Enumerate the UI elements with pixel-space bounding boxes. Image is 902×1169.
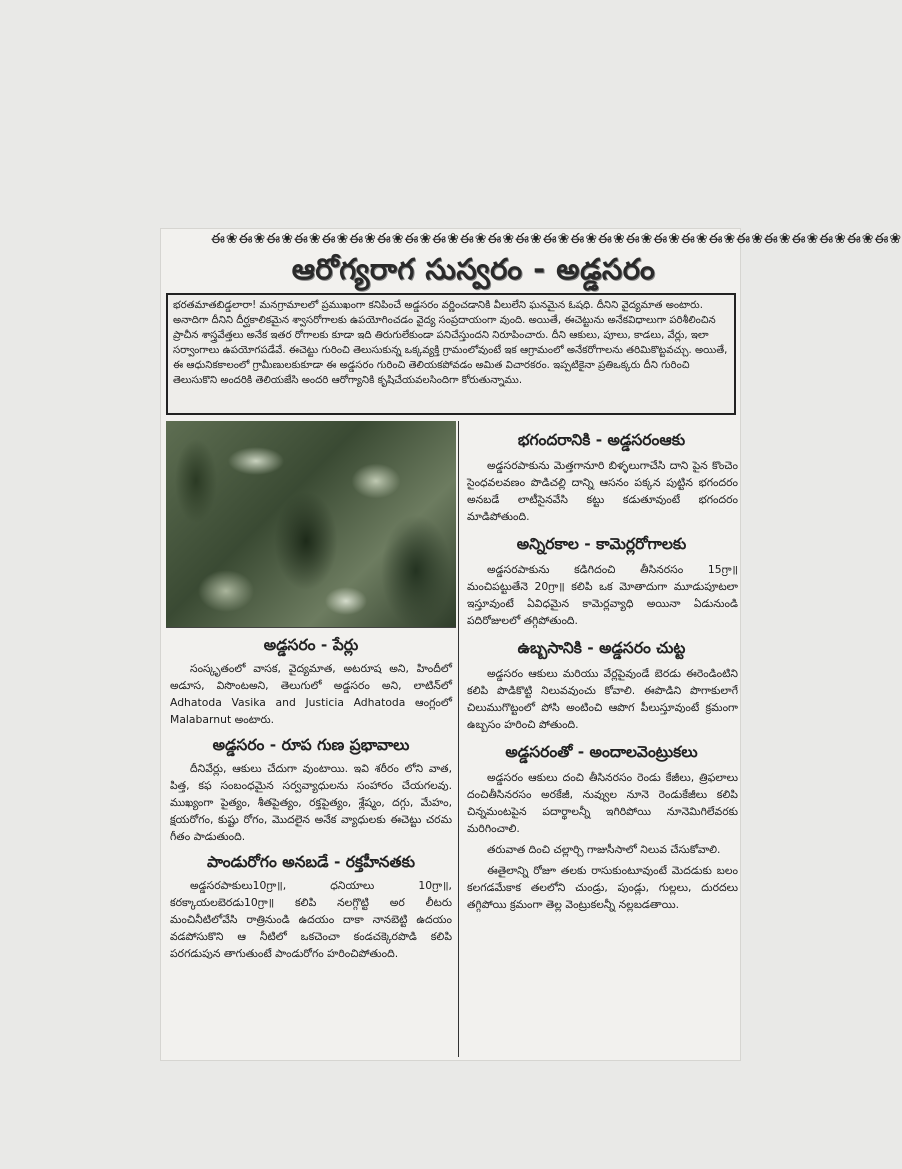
intro-text: భరతమాతబిడ్డలారా! మనగ్రామాలలో ప్రముఖంగా కనిపించే అడ్డసరం వర్ణించడానికి వీలులేని ఘనమైన ఓషధి. దీనిని వైద్యమాత అంటారు. అనాదిగా దీనిని దీర్ఘకాలికమైన శ్వాసరోగాలకు ఉపయోగించడం వైద్య సంప్రదాయంగా వుంది. అయితే, ఈచెట్టును అనేకవిధాలుగా పరిశీలించిన ప్రాచీన శాస్త్రవేత్తలు అనేక ఇతర రోగాలకు కూడా ఇది తిరుగులేకుండా పనిచేస్తుందని నిరూపించారు. దీని ఆకులు, పూలు, కాడలు, వేర్లు, ఇలా సర్వాంగాలు ఉపయోగపడేవే. ఈచెట్టు గురించి తెలుసుకున్న ఒక్కవ్యక్తి గ్రామంలోవుంటే ఇక ఆగ్రామంలో అనేకరోగాలను తరిమికొట్టవచ్చు. అయితే, ఈ ఆధునికకాలంలో గ్రామీణులకుకూడా ఈ అడ్డసరం గురించి తెలియకపోవడం అమిత విచారకరం. ఇప్పటికైనా ప్రతిఒక్కరు దీని గురించి తెలుసుకొని అందరికి తెలియజేసి అందరి ఆరోగ్యానికి కృషిచేయవలసిందిగా కోరుతున్నాము. [173,300,728,386]
names-text: సంస్కృతంలో వాసక, వైద్యమాత, అటరూష అని, హిందీలో అడూస, విసొంటఅని, తెలుగులో అడ్డసరం అని, లాటిన్‌లో Adhatoda Vasika and Justicia Adhatoda ఆంగ్లంలో Malabarnut అంటారు. [170,662,452,726]
names-heading: అడ్డసరం - పేర్లు [263,636,359,654]
column-divider [458,421,459,1057]
plant-photo [166,421,456,628]
fistula-heading: భగందరానికి - అడ్డసరంఆకు [517,431,686,449]
intro-box [166,293,736,415]
anemia-text: అడ్డసరపాకులు10గ్రా॥, ధనియాలు 10గ్రా॥, కరక్కాయలబెరడు10గ్రా॥ కలిపి నలగ్గొట్టి అర లీటరు మంచినీటిలోవేసి రాత్రినుండి ఉదయం దాకా నానబెట్టి ఉదయం వడపోసుకొని ఆ నీటిలో ఒకచెంచా కండచక్కెరపొడి కలిపి పరగడుపున తాగుతుంటే పాండురోగం హరించిపోతుంది. [170,879,452,960]
jaundice-heading: అన్నిరకాల - కామెర్లరోగాలకు [516,535,687,553]
anemia-heading: పాండురోగం అనబడే - రక్తహీనతకు [206,853,416,871]
fistula-text: అడ్డసరపాకును మెత్తగానూరి బిళ్ళలుగాచేసి దాని పైన కొంచెం సైంధవలవణం పొడిచల్లి దాన్ని ఆసనం పక్కన పుట్టిన భగందరం అనబడే లాటీసైనవేసి కట్టు కడుతూవుంటే భగందరం మాడిపోతుంది. [467,459,738,523]
left-column [166,421,456,1057]
newspaper-clipping [161,229,902,1060]
right-column [463,421,740,1057]
beauty-text-2: తరువాత దించి చల్లార్చి గాజుసీసాలో నిలువ చేసుకోవాలి. [487,843,721,856]
asthma-text: అడ్డసరం ఆకులు మరియు వేర్లపైవుండే బెరడు ఈరెండింటిని కలిపి పొడికొట్టి నిలువవుంచు కోవాలి. ఈపొడిని పొగాకులాగే చిలుముగొట్టంలో పోసి అంటించి ఆపొగ పీలుస్తూవుంటే క్రమంగా ఉబ్బసం హరించి పోతుంది. [467,667,738,731]
beauty-text-3: ఈతైలాన్ని రోజూ తలకు రాసుకుంటూవుంటే మెదడుకు బలం కలగడమేకాక తలలోని చుండ్రు, పుండ్లు, గుల్లలు, దురదలు తగ్గిపోయి క్రమంగా తెల్ల వెంట్రుకలన్నీ నల్లబడతాయి. [467,864,738,911]
beauty-text-1: అడ్డసరం ఆకులు దంచి తీసినరసం రెండు కేజీలు, త్రిఫలాలు దంచితీసినరసం అరకేజీ, నువ్వుల నూనె రెండుకేజీలు కలిపి చిన్నమంటపైన పదార్థాలన్నీ ఇగిరిపోయి నూనెమిగిలేవరకు మరిగించాలి. [467,771,738,835]
properties-text: దీనివేర్లు, ఆకులు చేదుగా వుంటాయి. ఇవి శరీరం లోని వాత, పిత్త, కఫ సంబంధమైన సర్వవ్యాధులను సంహారం చేయగలవు. ముఖ్యంగా పైత్యం, శీతపైత్యం, రక్తపైత్యం, శ్లేష్మం, దగ్గు, మేహం, క్షయరోగం, కుష్టు రోగం, మొదలైన అనేక వ్యాధులకు ఈచెట్టు చరమ గీతం పాడుతుంది. [170,762,452,843]
jaundice-text: అడ్డసరపాకును కడిగిదంచి తీసినరసం 15గ్రా॥ మంచిపట్టుతేనె 20గ్రా॥ కలిపి ఒక మోతాదుగా మూడుపూటలా ఇస్తూవుంటే ఏవిధమైన కామెర్లవ్యాధి అయినా ఏడునుండి పదిరోజులలో తగ్గిపోతుంది. [467,563,738,627]
decorative-border: ఈ❀ఈ❀ఈ❀ఈ❀ఈ❀ఈ❀ఈ❀ఈ❀ఈ❀ఈ❀ఈ❀ఈ❀ఈ❀ఈ❀ఈ❀ఈ❀ఈ❀ఈ❀ఈ❀ఈ❀ఈ❀ఈ❀ఈ❀ఈ❀ఈ❀ [211,231,902,247]
asthma-heading: ఉబ్బసానికి - అడ్డసరం చుట్ట [517,639,686,657]
beauty-heading: అడ్డసరంతో - అందాలవెంట్రుకలు [505,743,698,761]
article-title: ఆరోగ్యరాగ సుస్వరం - అడ్డసరం [291,252,656,286]
properties-heading: అడ్డసరం - రూప గుణ ప్రభావాలు [212,736,410,754]
